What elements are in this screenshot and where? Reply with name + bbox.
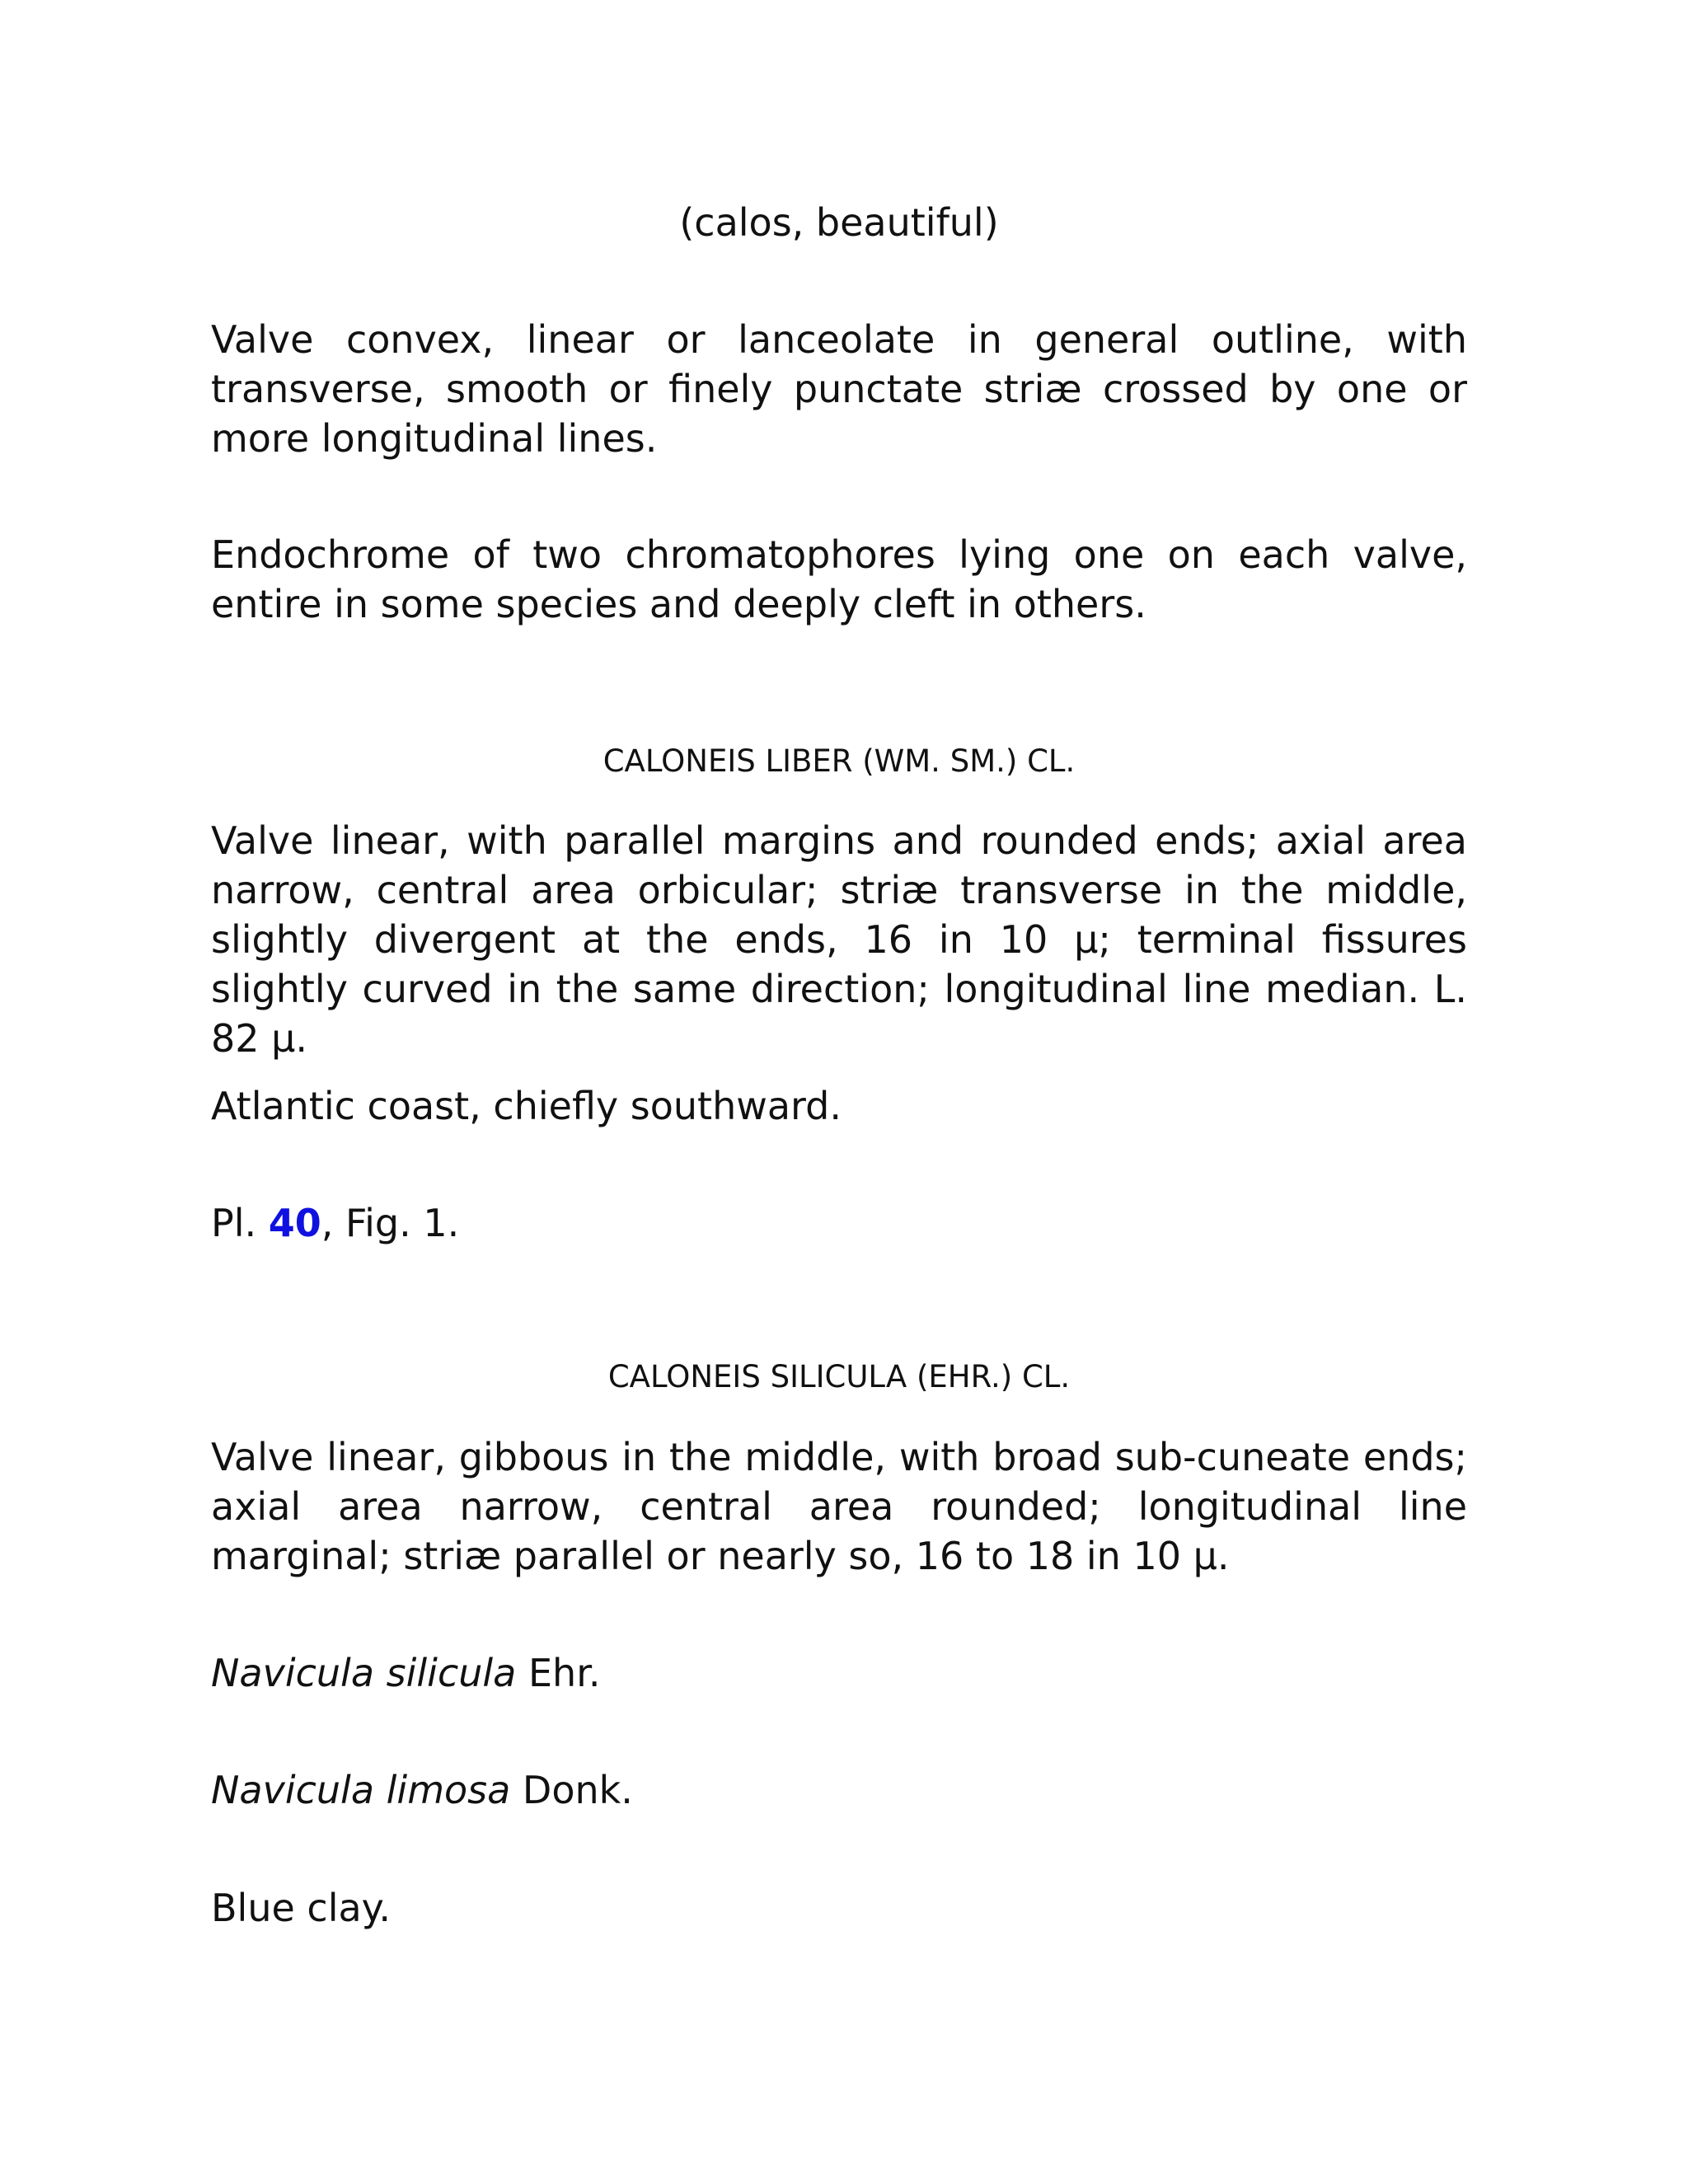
plate-reference xyxy=(211,1198,1467,1248)
synonym-author: Ehr. xyxy=(516,1651,601,1695)
species-heading-caloneis-liber: CALONEIS LIBER (WM. SM.) CL. xyxy=(603,743,1076,779)
genus-description: Valve convex, linear or lanceolate in general outline, with transverse, smooth or finely punctate striæ crossed by one or more longitudinal lines. xyxy=(211,317,1467,461)
genus-etymology: (calos, beautiful) xyxy=(679,200,999,245)
plate-link[interactable]: 40 xyxy=(268,1201,321,1245)
species-heading-caloneis-silicula: CALONEIS SILICULA (EHR.) CL. xyxy=(607,1359,1071,1394)
synonym-name: Navicula silicula xyxy=(211,1651,517,1695)
plate-prefix: Pl. xyxy=(211,1201,269,1245)
species-description-caloneis-silicula: Valve linear, gibbous in the middle, with broad sub-cuneate ends; axial area narrow, central area rounded; longitudinal line marginal; striæ parallel or nearly so, 16 to 18 in 10 μ. xyxy=(211,1435,1467,1578)
species-habitat-caloneis-silicula: Blue clay. xyxy=(211,1886,391,1930)
synonym-name: Navicula limosa xyxy=(211,1768,511,1812)
synonym-navicula-silicula xyxy=(211,1648,1467,1698)
plate-suffix: , Fig. 1. xyxy=(321,1201,460,1245)
species-description-caloneis-liber: Valve linear, with parallel margins and rounded ends; axial area narrow, central area orbicular; striæ transverse in the middle, slightly divergent at the ends, 16 in 10 μ; terminal fissures slightly curved in the same direction; longitudinal line median. L. 82 μ. xyxy=(211,818,1467,1061)
synonym-navicula-limosa xyxy=(211,1765,1467,1815)
endochrome-description: Endochrome of two chromatophores lying one on each valve, entire in some species and deeply cleft in others. xyxy=(211,532,1467,626)
synonym-author: Donk. xyxy=(510,1768,633,1812)
species-habitat-caloneis-liber: Atlantic coast, chiefly southward. xyxy=(211,1084,842,1128)
